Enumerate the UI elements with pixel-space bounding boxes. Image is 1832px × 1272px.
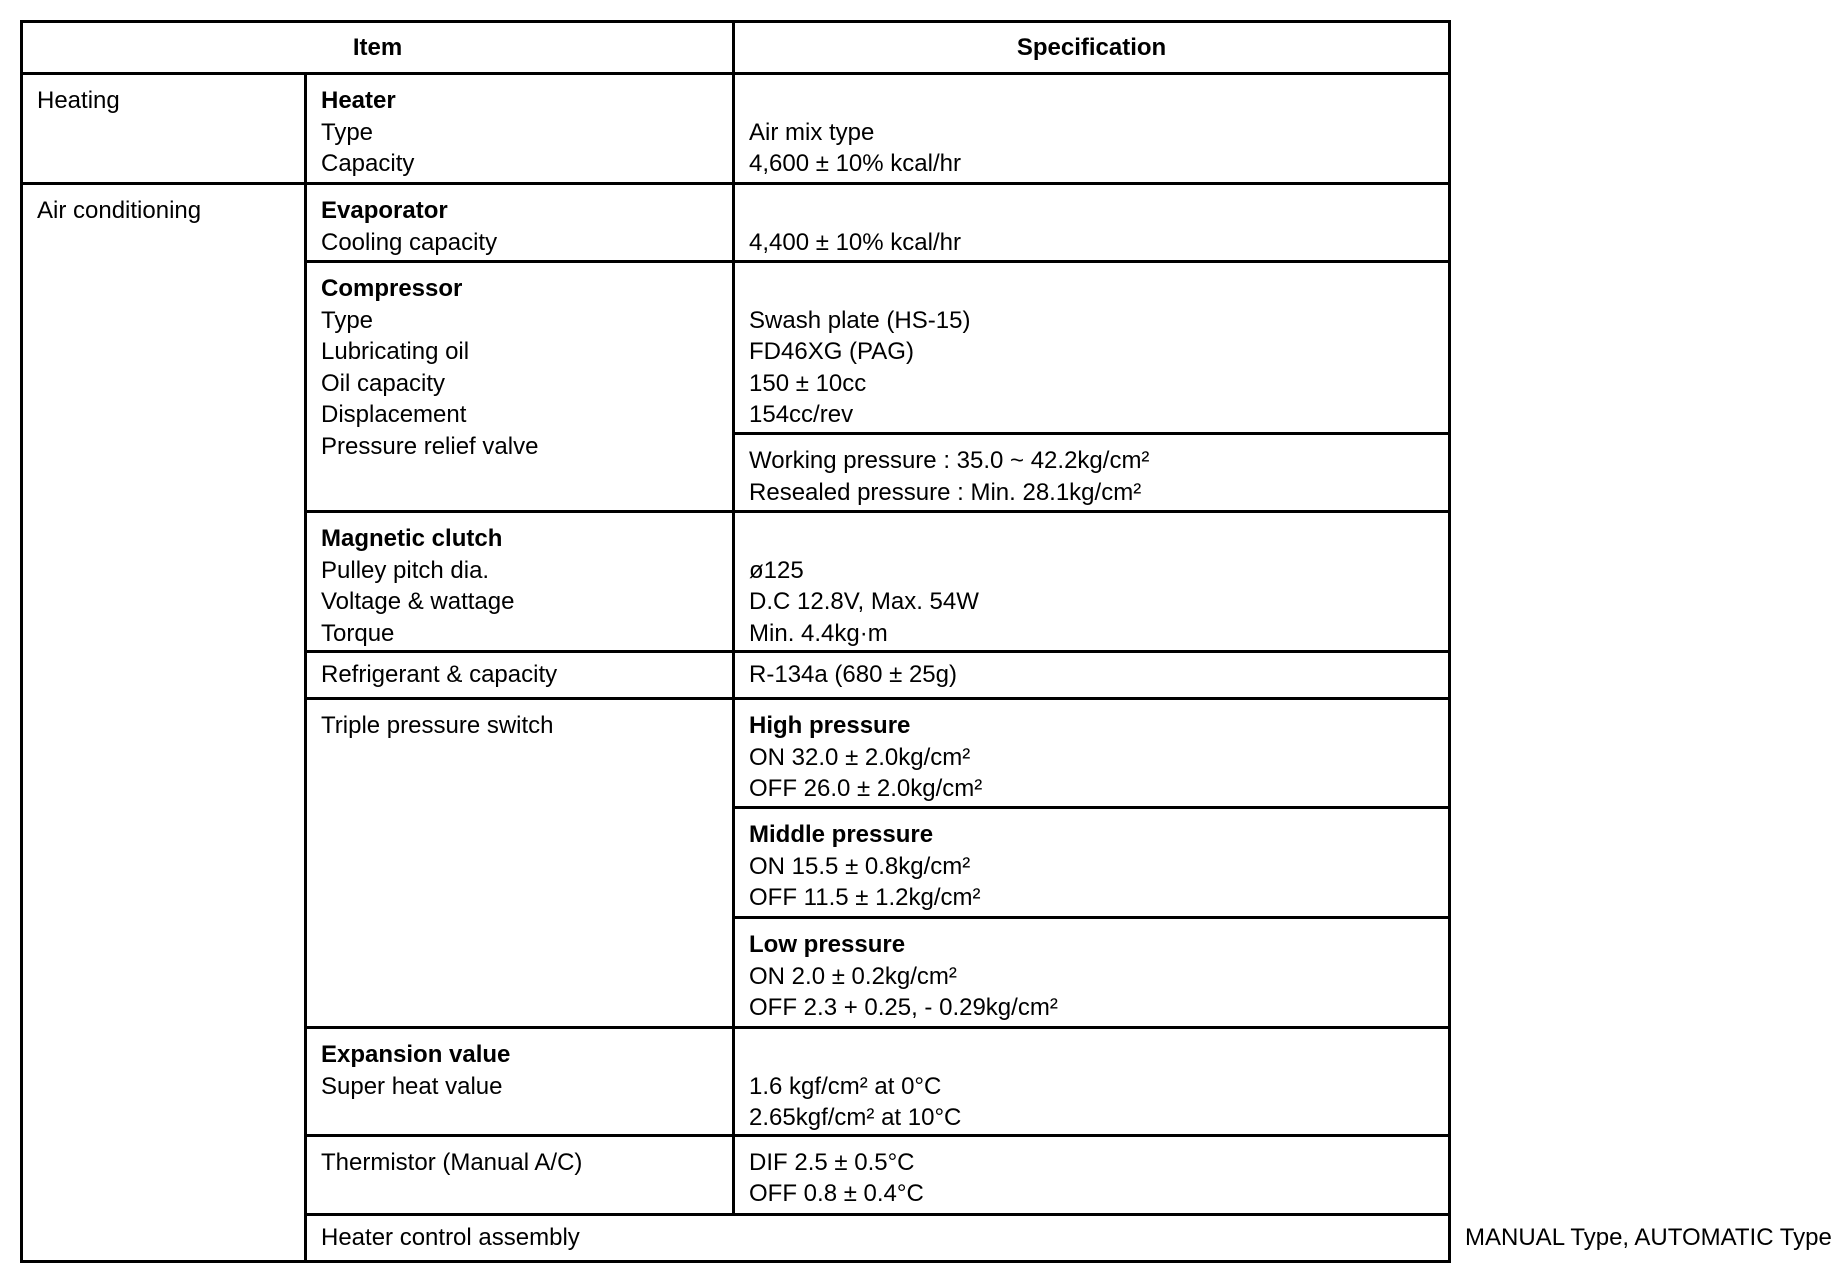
- spec-title: High pressure: [749, 712, 911, 739]
- spec-value: OFF 11.5 ± 1.2kg/cm²: [749, 884, 981, 911]
- item-label: Heater control assembly: [321, 1223, 580, 1251]
- spec-value: Min. 4.4kg·m: [749, 619, 888, 647]
- item-heater-control: [306, 1214, 1450, 1261]
- spec-title: Low pressure: [749, 931, 906, 958]
- item-magnetic-clutch: [306, 512, 734, 652]
- table-row: [22, 184, 1450, 262]
- item-title: Evaporator: [321, 197, 448, 224]
- item-label: Capacity: [321, 150, 415, 177]
- spec-pressure-relief: [734, 434, 1450, 512]
- spec-value: 2.65kgf/cm² at 10°C: [749, 1104, 962, 1131]
- spec-value: 1.6 kgf/cm² at 0°C: [749, 1072, 942, 1100]
- item-refrigerant: [306, 652, 734, 699]
- specification-table: [20, 20, 1832, 1263]
- spec-value: R-134a (680 ± 25g): [749, 661, 957, 689]
- spec-value: 154cc/rev: [749, 401, 854, 428]
- spec-value: ON 15.5 ± 0.8kg/cm²: [749, 852, 971, 880]
- item-expansion-value: [306, 1028, 734, 1136]
- item-evaporator: [306, 184, 734, 262]
- spec-compressor: [734, 262, 1450, 434]
- spec-title: Middle pressure: [749, 821, 934, 848]
- spec-value: Resealed pressure : Min. 28.1kg/cm²: [749, 478, 1142, 506]
- header-specification: Specification: [734, 22, 1450, 74]
- item-label: Torque: [321, 619, 395, 647]
- spec-value: OFF 2.3 + 0.25, - 0.29kg/cm²: [749, 994, 1058, 1021]
- header-row: [22, 22, 1450, 74]
- item-label: Refrigerant & capacity: [321, 661, 558, 689]
- item-title: Compressor: [321, 275, 463, 302]
- header-item: Item: [22, 22, 734, 74]
- item-label: Cooling capacity: [321, 228, 498, 256]
- spec-value: ON 32.0 ± 2.0kg/cm²: [749, 743, 971, 771]
- item-label: Pressure relief valve: [321, 432, 539, 460]
- item-heater: [306, 74, 734, 184]
- spec-magnetic-clutch: [734, 512, 1450, 652]
- item-title: Expansion value: [321, 1041, 511, 1068]
- item-label: Pulley pitch dia.: [321, 556, 490, 584]
- category-air-conditioning: [22, 184, 306, 1262]
- item-triple-pressure-switch: [306, 699, 734, 1028]
- spec-value: ø125: [749, 556, 804, 584]
- item-title: Magnetic clutch: [321, 525, 503, 552]
- spec-value: 4,400 ± 10% kcal/hr: [749, 228, 961, 256]
- item-label: Thermistor (Manual A/C): [321, 1148, 583, 1176]
- spec-value: 4,600 ± 10% kcal/hr: [749, 150, 961, 177]
- spec-value: OFF 26.0 ± 2.0kg/cm²: [749, 775, 983, 802]
- item-label: Type: [321, 306, 374, 334]
- spec-value: Air mix type: [749, 118, 875, 146]
- item-compressor: [306, 262, 734, 512]
- item-label: Type: [321, 118, 374, 146]
- spec-value: Working pressure : 35.0 ~ 42.2kg/cm²: [749, 447, 1150, 474]
- spec-value: ON 2.0 ± 0.2kg/cm²: [749, 962, 957, 990]
- category-heating: [22, 74, 306, 184]
- spec-value: OFF 0.8 ± 0.4°C: [749, 1180, 924, 1207]
- table-row: [22, 74, 1450, 184]
- spec-high-pressure: [734, 699, 1450, 808]
- spec-value: D.C 12.8V, Max. 54W: [749, 588, 979, 615]
- spec-value: DIF 2.5 ± 0.5°C: [749, 1148, 915, 1176]
- spec-expansion-value: [734, 1028, 1450, 1136]
- spec-value: Swash plate (HS-15): [749, 306, 971, 334]
- spec-value: FD46XG (PAG): [749, 338, 914, 365]
- table-row: Heater control assembly MANUAL Type, AUTOMATIC Type: [22, 1214, 1450, 1261]
- category-label: Heating: [37, 87, 120, 114]
- item-label: Displacement: [321, 401, 467, 428]
- item-label: Lubricating oil: [321, 338, 470, 365]
- spec-value: 150 ± 10cc: [749, 369, 867, 397]
- spec-low-pressure: [734, 918, 1450, 1028]
- item-thermistor: [306, 1135, 734, 1214]
- item-label: Super heat value: [321, 1072, 503, 1100]
- category-label: Air conditioning: [37, 197, 202, 224]
- spec-thermistor: [734, 1135, 1450, 1214]
- spec-evaporator: [734, 184, 1450, 262]
- item-label: Voltage & wattage: [321, 588, 515, 615]
- item-label: Oil capacity: [321, 369, 446, 397]
- spec-refrigerant: [734, 652, 1450, 699]
- item-label: Triple pressure switch: [321, 712, 554, 739]
- spec-middle-pressure: [734, 808, 1450, 918]
- item-title: Heater: [321, 87, 396, 114]
- spec-heater: [734, 74, 1450, 184]
